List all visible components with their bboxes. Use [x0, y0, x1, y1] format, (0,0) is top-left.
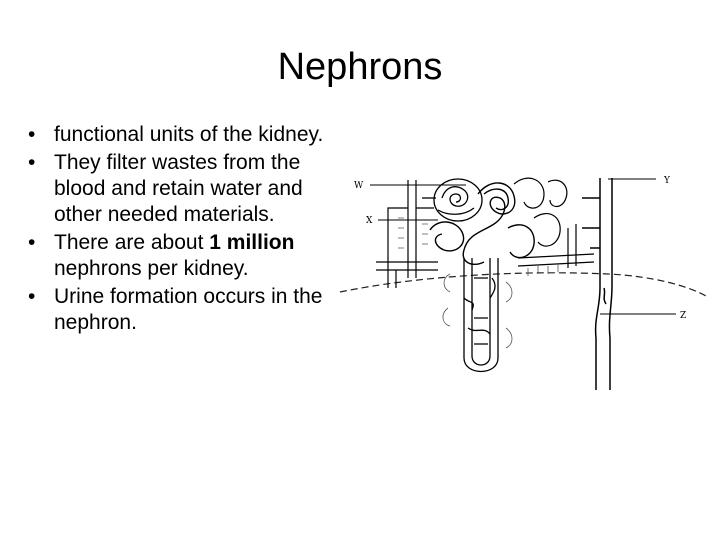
bullet-text: functional units of the kidney.	[54, 123, 324, 146]
bullet-item	[24, 230, 330, 282]
bullet-list	[24, 122, 330, 338]
bullet-icon: •	[28, 285, 36, 308]
bullet-icon: •	[28, 123, 36, 146]
collecting-duct	[582, 178, 612, 390]
bullet-bold-text: 1 million	[209, 231, 295, 254]
bullet-text: Urine formation occurs in the nephron.	[54, 285, 323, 334]
bullet-text: They filter wastes from the blood and retain water and other needed materials.	[54, 151, 303, 226]
convoluted-tubule	[430, 183, 534, 264]
bullet-item	[24, 150, 330, 228]
diagram-label-y: Y	[664, 176, 670, 186]
diagram-label-z: Z	[680, 311, 687, 321]
bullet-text: There are about	[54, 231, 210, 254]
distal-tubule	[514, 178, 594, 268]
diagram-label-x: X	[366, 216, 373, 226]
nephron-diagram	[338, 158, 708, 390]
left-vessel	[376, 180, 438, 288]
diagram-label-w: W	[354, 181, 364, 191]
slide-title: Nephrons	[277, 46, 443, 88]
bullet-item	[24, 122, 330, 148]
bullet-item	[24, 284, 330, 336]
bullet-icon: •	[28, 231, 36, 254]
loop-of-henle	[464, 258, 498, 372]
bullet-icon: •	[28, 151, 36, 174]
bullet-text-continued: nephrons per kidney.	[54, 257, 249, 280]
cortex-boundary-line	[340, 273, 706, 296]
